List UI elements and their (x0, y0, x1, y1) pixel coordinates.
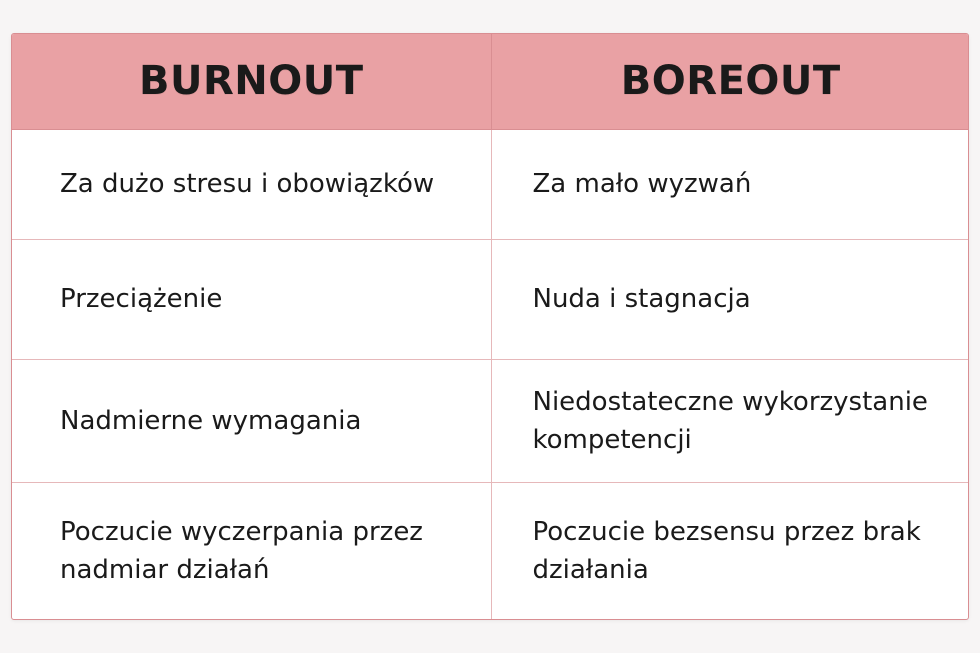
cell-text: Przeciążenie (60, 284, 223, 314)
burnout-cell (12, 239, 491, 359)
table-row (12, 129, 969, 239)
comparison-table (11, 33, 969, 620)
header-burnout: BURNOUT (12, 34, 491, 129)
cell-text: Za mało wyzwań (532, 169, 752, 199)
table-row (12, 359, 969, 482)
boreout-cell (491, 239, 969, 359)
cell-text: Za dużo stresu i obowiązków (60, 169, 435, 199)
boreout-cell (491, 359, 969, 482)
table-row (12, 239, 969, 359)
burnout-cell (12, 359, 491, 482)
cell-text: Nadmierne wymagania (60, 405, 362, 436)
cell-text: Niedostateczne wykorzystanie kompetencji (532, 386, 928, 455)
burnout-cell (12, 482, 491, 619)
table-row (12, 482, 969, 619)
boreout-cell (491, 129, 969, 239)
cell-text: Nuda i stagnacja (532, 284, 751, 314)
burnout-boreout-table (12, 34, 969, 619)
burnout-cell (12, 129, 491, 239)
cell-text: Poczucie wyczerpania przez nadmiar działań (60, 516, 423, 585)
boreout-cell (491, 482, 969, 619)
header-boreout: BOREOUT (491, 34, 969, 129)
table-header-row (12, 34, 969, 129)
cell-text: Poczucie bezsensu przez brak działania (532, 516, 921, 585)
